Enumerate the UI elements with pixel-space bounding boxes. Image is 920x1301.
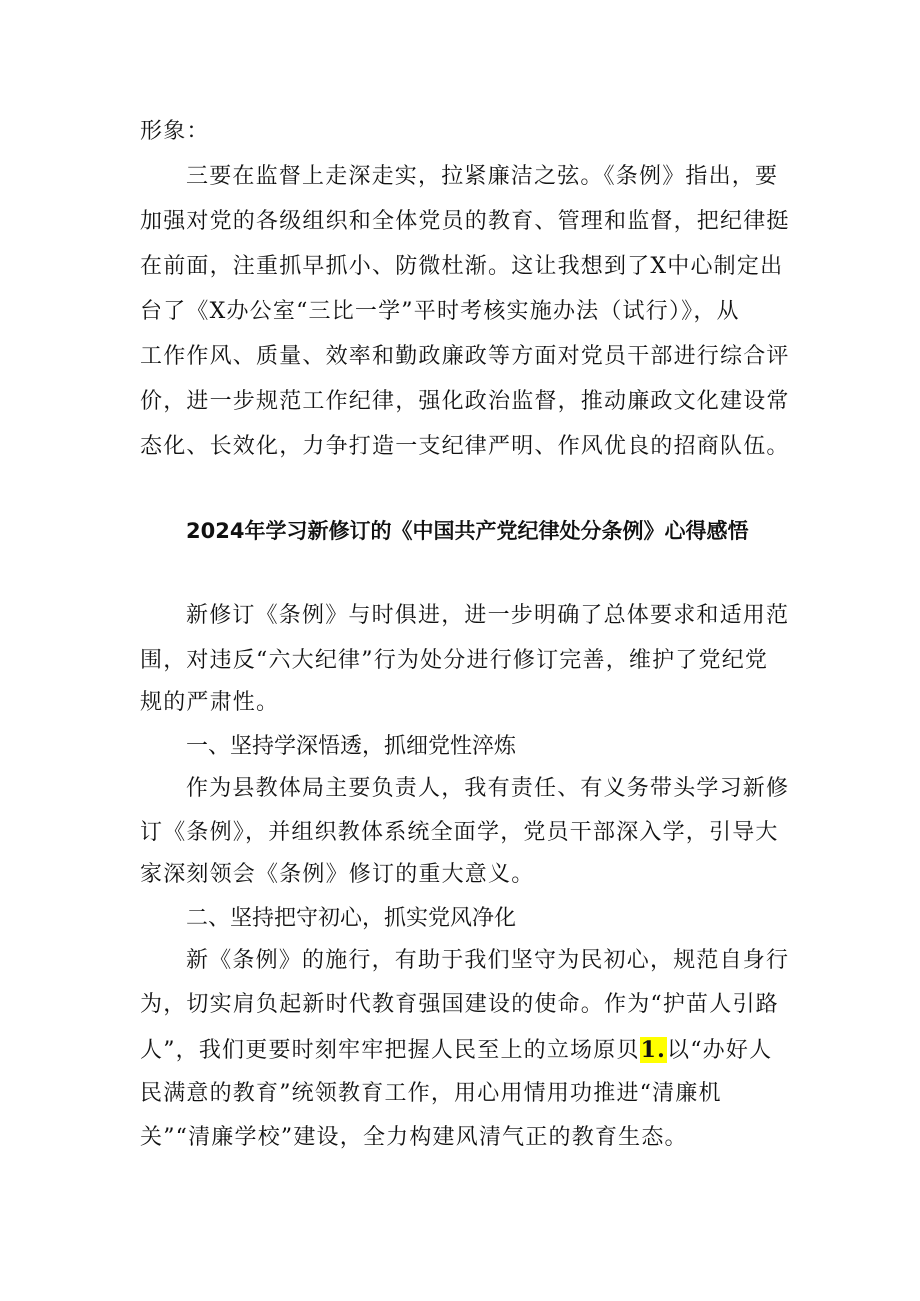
text-line: 关”“清廉学校”建设，全力构建风清气正的教育生态。 [140, 1125, 688, 1150]
text-line: 作为县教体局主要负责人，我有责任、有义务带头学习新修 [186, 776, 790, 801]
section-heading: 一、坚持学深悟透，抓细党性淬炼 [186, 734, 517, 759]
text-line: 新修订《条例》与时俱进，进一步明确了总体要求和适用范 [186, 603, 790, 628]
text-line: 加强对党的各级组织和全体党员的教育、管理和监督，把纪律挺 [140, 209, 790, 234]
text-line: 新《条例》的施行，有助于我们坚守为民初心，规范自身行 [186, 948, 790, 973]
text-line: 规的严肃性。 [140, 690, 280, 715]
text-line: 订《条例》，并组织教体系统全面学，党员干部深入学，引导大 [140, 820, 779, 845]
text-line: 三要在监督上走深走实，拉紧廉洁之弦。《条例》指出，要 [186, 164, 779, 189]
text-line: 价，进一步规范工作纪律，强化政治监督，推动廉政文化建设常 [140, 389, 790, 414]
text-line: 为，切实肩负起新时代教育强国建设的使命。作为“护苗人引路 [140, 992, 779, 1017]
text-line: 在前面，注重抓早抓小、防微杜渐。这让我想到了X中心制定出 [140, 254, 784, 279]
text-line: 围，对违反“六大纪律”行为处分进行修订完善，维护了党纪党 [140, 648, 769, 673]
section-heading: 二、坚持把守初心，抓实党风净化 [186, 906, 517, 931]
highlight-marker: 1. [640, 1037, 667, 1063]
text-fragment: 人”，我们更要时刻牢牢把握人民至上的立场原贝 [140, 1038, 640, 1063]
text-line-with-marker [140, 1035, 790, 1066]
text-line: 工作作风、质量、效率和勤政廉政等方面对党员干部进行综合评 [140, 344, 790, 369]
text-line: 家深刻领会《条例》修订的重大意义。 [140, 862, 535, 887]
text-line: 态化、长效化，力争打造一支纪律严明、作风优良的招商队伍。 [140, 434, 790, 459]
article-title: 2024年学习新修订的《中国共产党纪律处分条例》心得感悟 [186, 519, 749, 543]
text-line: 台了《X办公室“三比一学”平时考核实施办法（试行）》，从 [140, 299, 740, 324]
text-fragment: 以“办好人 [667, 1038, 773, 1063]
text-line: 民满意的教育”统领教育工作，用心用情用功推进“清廉机 [140, 1081, 722, 1106]
text-line: 形象： [140, 119, 210, 144]
